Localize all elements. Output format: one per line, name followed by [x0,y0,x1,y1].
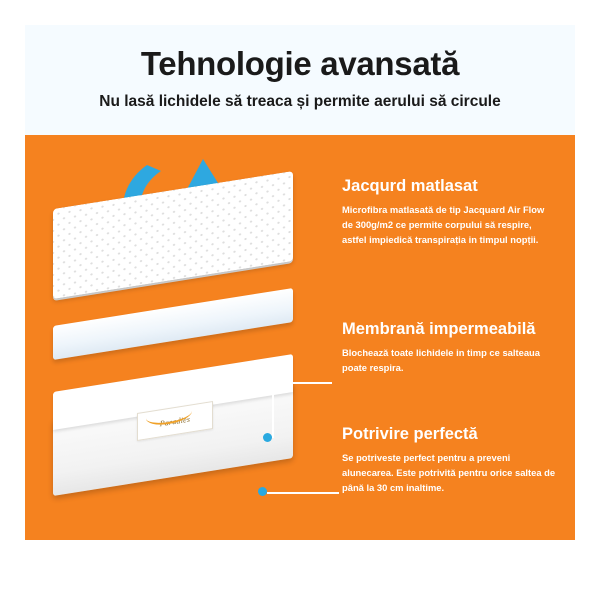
feature-membrane [342,320,557,376]
page-title: Tehnologie avansată [140,45,460,82]
feature-jacquard [342,177,557,248]
header-banner [25,25,575,135]
feature-fit [342,425,557,496]
brand-label: Paradies [159,414,191,428]
jacquard-quilted-layer [53,190,293,295]
waterproof-membrane-layer [53,307,293,367]
callout-dot-jacquard [263,433,272,442]
features-column [320,135,575,540]
connector-elbow-jacquard [272,382,274,438]
feature-jacquard-description: Microfibra matlasată de tip Jacquard Air Flow de 300g/m2 ce permite corpului să respire, astfel impiedică transpirația in timpul nopții. [342,204,545,245]
membrane-layer-face [53,288,293,360]
feature-fit-heading: Potrivire perfectă [342,425,478,443]
page-subtitle: Nu lasă lichidele să treaca și permite aerului să circule [99,92,501,110]
mattress-body-layer [53,373,293,503]
diagram-panel [25,135,575,540]
feature-fit-description: Se potriveste perfect pentru a preveni alunecarea. Este potrivită pentru orice saltea de până la 30 cm inaltime. [342,452,556,493]
feature-jacquard-heading: Jacqurd matlasat [342,177,478,195]
feature-membrane-description: Blochează toate lichidele in timp ce salteaua poate respira. [342,347,540,373]
mattress-layers-illustration [25,135,325,540]
callout-dot-membrane [258,487,267,496]
jacquard-layer-face [53,171,293,299]
feature-membrane-heading: Membrană impermeabilă [342,320,536,338]
